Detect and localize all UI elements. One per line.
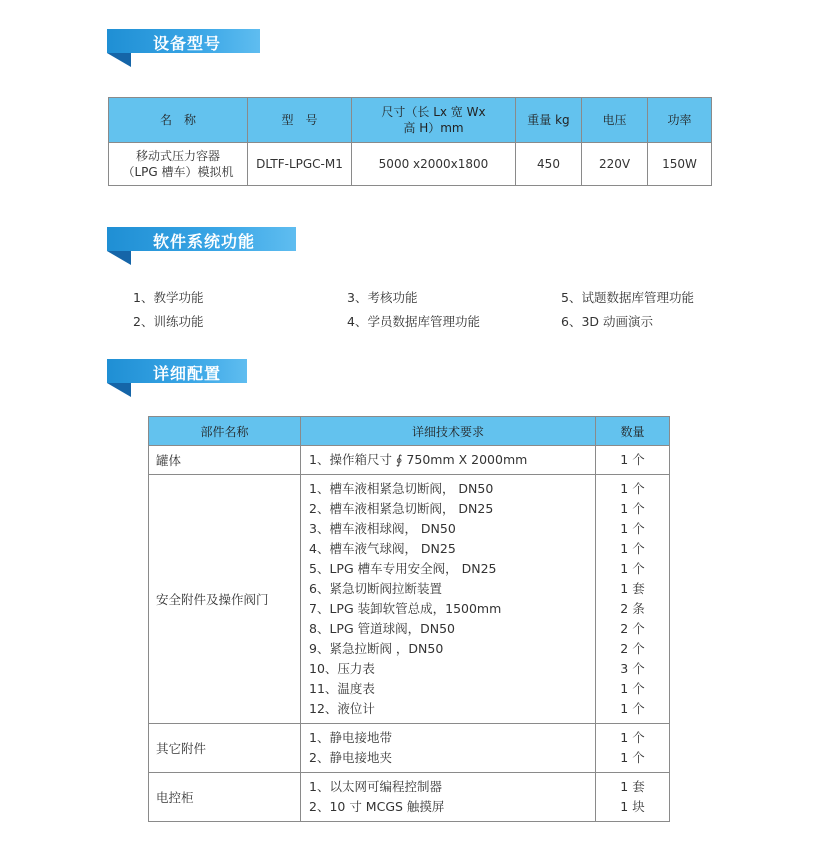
detail-header-cell: 部件名称 (149, 417, 301, 446)
quantity-line: 1 个 (620, 750, 645, 765)
spec-table (108, 97, 712, 186)
quantity-line: 1 个 (620, 452, 645, 467)
spec-size-cell: 5000 x2000x1800 (352, 143, 516, 186)
section-title-software: 软件系统功能 (153, 232, 256, 251)
spec-model-cell: DLTF-LPGC-M1 (248, 143, 352, 186)
quantity-line: 1 个 (620, 681, 645, 696)
requirement-line: 10、压力表 (309, 661, 375, 676)
quantity-line: 2 个 (620, 621, 645, 636)
requirement-line: 1、槽车液相紧急切断阀， DN50 (309, 481, 494, 496)
section-header-bar (107, 29, 260, 53)
function-item: 6、3D 动画演示 (561, 314, 654, 329)
quantity-line: 1 个 (620, 481, 645, 496)
requirements-cell (301, 773, 596, 822)
detail-header-cell: 数量 (596, 417, 670, 446)
requirements-cell (301, 724, 596, 773)
section-header-triangle (107, 53, 131, 67)
quantity-line: 1 个 (620, 521, 645, 536)
quantity-line: 2 条 (620, 601, 645, 616)
requirement-line: 2、10 寸 MCGS 触摸屏 (309, 799, 445, 814)
spec-header-cell: 功率 (648, 98, 712, 143)
requirements-cell (301, 446, 596, 475)
part-name-cell: 其它附件 (149, 724, 301, 773)
requirement-line: 8、LPG 管道球阀，DN50 (309, 621, 455, 636)
spec-power-cell: 150W (648, 143, 712, 186)
detail-table (148, 416, 670, 822)
requirement-line: 9、紧急拉断阀 ，DN50 (309, 641, 444, 656)
quantity-line: 1 个 (620, 501, 645, 516)
quantity-line: 1 套 (620, 779, 645, 794)
spec-header-cell: 名 称 (109, 98, 248, 143)
section-header-bar (107, 359, 247, 383)
quantity-line: 1 个 (620, 561, 645, 576)
section-header-triangle (107, 383, 131, 397)
function-item: 1、教学功能 (133, 290, 204, 305)
section-header-bar (107, 227, 296, 251)
spec-weight-cell: 450 (516, 143, 582, 186)
requirement-line: 12、液位计 (309, 701, 375, 716)
quantity-cell (596, 475, 670, 724)
section-title-detail: 详细配置 (153, 364, 222, 383)
requirement-line: 1、静电接地带 (309, 730, 392, 745)
spec-voltage-cell: 220V (582, 143, 648, 186)
function-item: 3、考核功能 (347, 290, 418, 305)
function-item: 4、学员数据库管理功能 (347, 314, 480, 329)
quantity-line: 1 块 (620, 799, 645, 814)
spec-name-cell: 移动式压力容器（LPG 槽车）模拟机 (109, 143, 248, 186)
quantity-line: 1 个 (620, 541, 645, 556)
spec-header-row (109, 98, 712, 143)
requirement-line: 7、LPG 装卸软管总成，1500mm (309, 601, 502, 616)
spec-header-cell: 型 号 (248, 98, 352, 143)
requirement-line: 6、紧急切断阀拉断装置 (309, 581, 442, 596)
requirement-line: 5、LPG 槽车专用安全阀， DN25 (309, 561, 497, 576)
spec-header-cell: 重量 kg (516, 98, 582, 143)
detail-row (149, 475, 670, 724)
section-title-model: 设备型号 (153, 34, 222, 53)
quantity-line: 2 个 (620, 641, 645, 656)
spec-data-row (109, 143, 712, 186)
detail-row (149, 773, 670, 822)
requirement-line: 2、槽车液相紧急切断阀， DN25 (309, 501, 494, 516)
function-item: 5、试题数据库管理功能 (561, 290, 694, 305)
spec-header-cell: 电压 (582, 98, 648, 143)
requirement-line: 2、静电接地夹 (309, 750, 392, 765)
part-name-cell: 安全附件及操作阀门 (149, 475, 301, 724)
quantity-line: 3 个 (620, 661, 645, 676)
quantity-line: 1 套 (620, 581, 645, 596)
part-name-cell: 电控柜 (149, 773, 301, 822)
spec-header-cell: 尺寸（长 Lx 宽 Wx 高 H）mm (352, 98, 516, 143)
requirement-line: 11、温度表 (309, 681, 375, 696)
requirement-line: 1、操作箱尺寸 ∮ 750mm X 2000mm (309, 452, 528, 467)
detail-header-cell: 详细技术要求 (301, 417, 596, 446)
part-name-cell: 罐体 (149, 446, 301, 475)
requirement-line: 4、槽车液气球阀， DN25 (309, 541, 456, 556)
detail-row (149, 446, 670, 475)
quantity-cell (596, 446, 670, 475)
requirement-line: 1、以太网可编程控制器 (309, 779, 442, 794)
quantity-line: 1 个 (620, 701, 645, 716)
quantity-cell (596, 724, 670, 773)
detail-row (149, 724, 670, 773)
section-header-triangle (107, 251, 131, 265)
quantity-cell (596, 773, 670, 822)
function-item: 2、训练功能 (133, 314, 204, 329)
requirement-line: 3、槽车液相球阀， DN50 (309, 521, 456, 536)
detail-header-row (149, 417, 670, 446)
requirements-cell (301, 475, 596, 724)
quantity-line: 1 个 (620, 730, 645, 745)
